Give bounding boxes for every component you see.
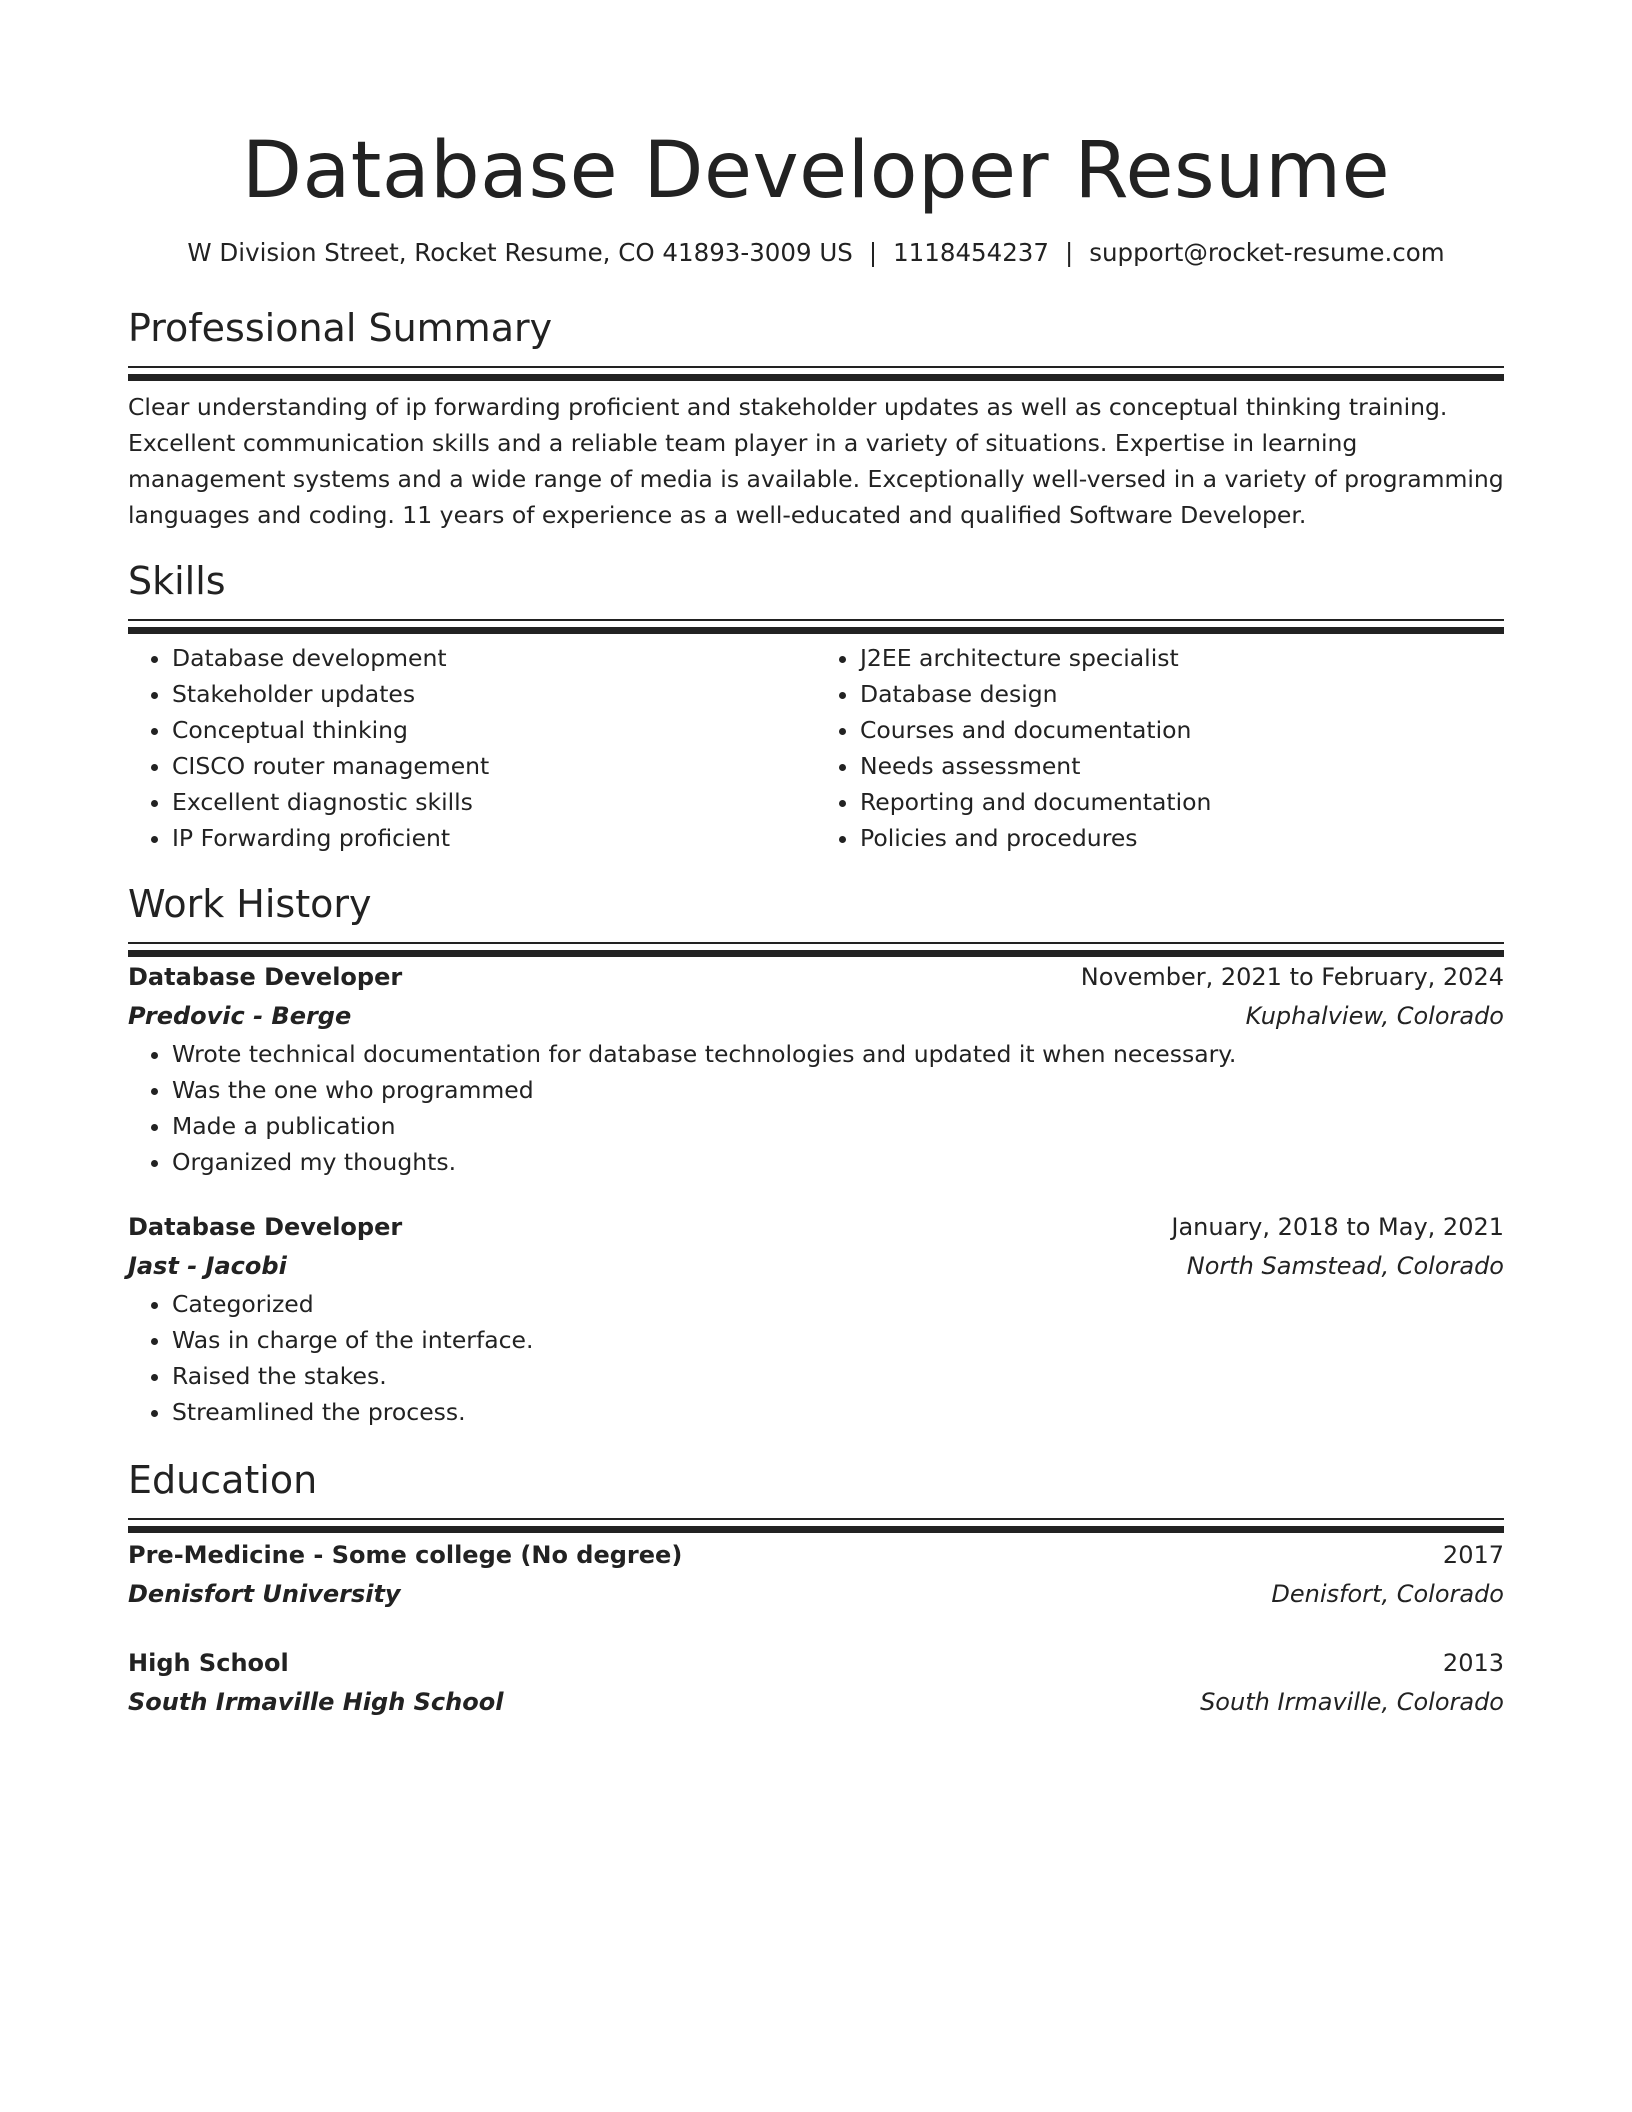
contact-phone: 1118454237 [893, 238, 1049, 267]
graduation-year: 2013 [1442, 1649, 1504, 1677]
contact-email[interactable]: support@rocket-resume.com [1089, 238, 1445, 267]
contact-separator: | [868, 238, 878, 267]
school-location: Denisfort, Colorado [1271, 1580, 1504, 1608]
school-name: Denisfort University [128, 1580, 401, 1608]
skill-item: • IP Forwarding proficient [172, 820, 816, 856]
skill-item: • Database development [172, 640, 816, 676]
company-name: Jast - Jacobi [128, 1252, 287, 1280]
section-divider [128, 619, 1504, 621]
duty-item: • Raised the stakes. [172, 1358, 1504, 1394]
summary-text: Clear understanding of ip forwarding proficient and stakeholder updates as well as conceptual thinking training. Excellent communication skills and a reliable team player in a variety of situations. Expertise in learning management systems and a wide range of media is available. Exceptionally well-versed in a variety of programming languages and coding. 11 years of experience as a well-educated and qualified Software Developer. [128, 393, 1504, 529]
duty-item: • Organized my thoughts. [172, 1144, 1504, 1180]
skills-column-left [128, 640, 816, 856]
degree-name: Pre-Medicine - Some college (No degree) [128, 1541, 683, 1569]
section-heading-work: Work History [128, 882, 372, 926]
skills-list [128, 640, 1504, 856]
contact-separator: | [1064, 238, 1074, 267]
skill-item: • J2EE architecture specialist [860, 640, 1504, 676]
education-entry [128, 1536, 1504, 1614]
section-heading-summary: Professional Summary [128, 306, 553, 350]
section-divider [128, 942, 1504, 944]
skill-item: • CISCO router management [172, 748, 816, 784]
graduation-year: 2017 [1442, 1541, 1504, 1569]
job-duties [128, 1036, 1504, 1180]
education-entry [128, 1644, 1504, 1722]
resume-title: Database Developer Resume [241, 126, 1391, 216]
company-name: Predovic - Berge [128, 1002, 352, 1030]
duty-item: • Wrote technical documentation for database technologies and updated it when necessary. [172, 1036, 1504, 1072]
skill-item: • Stakeholder updates [172, 676, 816, 712]
contact-address: W Division Street, Rocket Resume, CO 41893-3009 US [187, 238, 853, 267]
job-location: Kuphalview, Colorado [1245, 1002, 1504, 1030]
duty-item: • Was in charge of the interface. [172, 1322, 1504, 1358]
duty-item: • Categorized [172, 1286, 1504, 1322]
section-heading-skills: Skills [128, 559, 226, 603]
skill-item: • Conceptual thinking [172, 712, 816, 748]
job-entry [128, 958, 1504, 1180]
skill-item: • Courses and documentation [860, 712, 1504, 748]
section-heading-education: Education [128, 1458, 318, 1502]
school-name: South Irmaville High School [128, 1688, 504, 1716]
skill-item: • Policies and procedures [860, 820, 1504, 856]
school-location: South Irmaville, Colorado [1200, 1688, 1504, 1716]
degree-name: High School [128, 1649, 289, 1677]
skill-item: • Excellent diagnostic skills [172, 784, 816, 820]
skill-item: • Needs assessment [860, 748, 1504, 784]
duty-item: • Streamlined the process. [172, 1394, 1504, 1430]
job-entry [128, 1208, 1504, 1430]
job-dates: November, 2021 to February, 2024 [1080, 963, 1504, 991]
job-location: North Samstead, Colorado [1186, 1252, 1504, 1280]
section-divider [128, 1518, 1504, 1520]
contact-line [128, 234, 1504, 272]
resume-page [128, 0, 1504, 1722]
duty-item: • Made a publication [172, 1108, 1504, 1144]
job-duties [128, 1286, 1504, 1430]
section-divider [128, 366, 1504, 368]
duty-item: • Was the one who programmed [172, 1072, 1504, 1108]
skill-item: • Reporting and documentation [860, 784, 1504, 820]
skills-column-right [816, 640, 1504, 856]
job-title: Database Developer [128, 963, 403, 991]
skill-item: • Database design [860, 676, 1504, 712]
job-title: Database Developer [128, 1213, 403, 1241]
job-dates: January, 2018 to May, 2021 [1171, 1213, 1504, 1241]
